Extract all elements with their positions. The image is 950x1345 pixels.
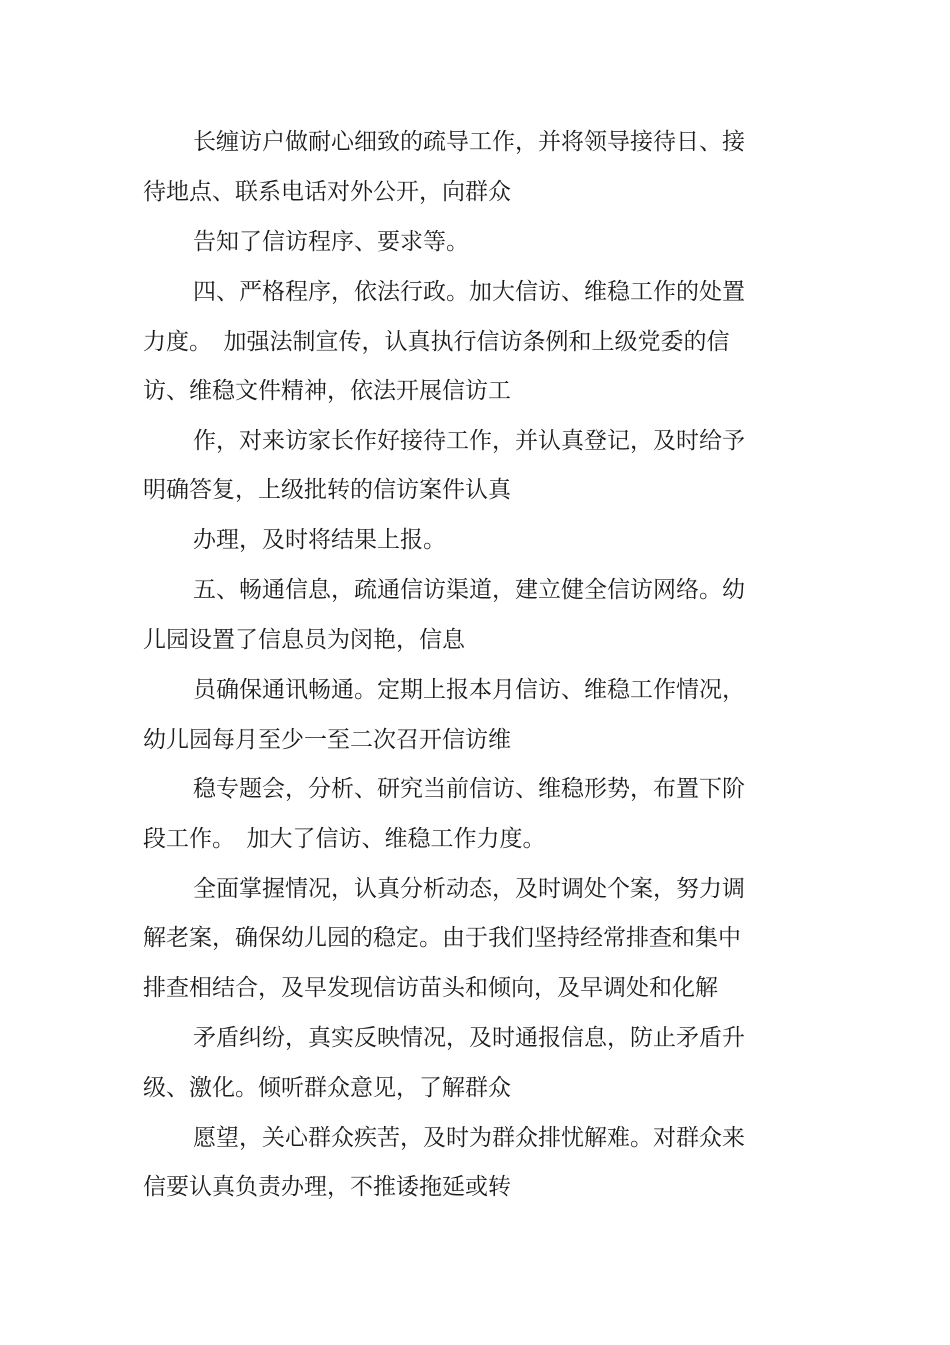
text-line: 信要认真负责办理，不推诿拖延或转: [143, 1174, 511, 1200]
text-line: 明确答复，上级批转的信访案件认真: [143, 477, 511, 503]
text-line: 段工作。 加大了信访、维稳工作力度。: [143, 826, 546, 852]
text-line: 告知了信访程序、要求等。: [193, 229, 469, 255]
text-line: 儿园设置了信息员为闵艳，信息: [143, 627, 465, 653]
text-line: 解老案，确保幼儿园的稳定。由于我们坚持经常排查和集中: [143, 925, 741, 951]
text-line: 全面掌握情况，认真分析动态，及时调处个案，努力调: [193, 876, 745, 902]
text-line: 愿望，关心群众疾苦，及时为群众排忧解难。对群众来: [193, 1125, 745, 1151]
text-line: 力度。 加强法制宣传，认真执行信访条例和上级党委的信: [143, 329, 730, 355]
text-line: 访、维稳文件精神，依法开展信访工: [143, 378, 511, 404]
text-line: 矛盾纠纷，真实反映情况，及时通报信息，防止矛盾升: [193, 1025, 745, 1051]
text-line: 四、严格程序，依法行政。加大信访、维稳工作的处置: [193, 279, 745, 305]
text-line: 待地点、联系电话对外公开，向群众: [143, 179, 511, 205]
text-line: 幼儿园每月至少一至二次召开信访维: [143, 727, 511, 753]
text-line: 办理，及时将结果上报。: [193, 527, 446, 553]
text-line: 员确保通讯畅通。定期上报本月信访、维稳工作情况，: [193, 677, 745, 703]
text-line: 作，对来访家长作好接待工作，并认真登记，及时给予: [193, 428, 745, 454]
text-line: 排查相结合，及早发现信访苗头和倾向，及早调处和化解: [143, 975, 718, 1001]
text-line: 级、激化。倾听群众意见，了解群众: [143, 1075, 511, 1101]
text-line: 稳专题会，分析、研究当前信访、维稳形势，布置下阶: [193, 776, 745, 802]
text-line: 长缠访户做耐心细致的疏导工作，并将领导接待日、接: [193, 129, 745, 155]
text-line: 五、畅通信息，疏通信访渠道，建立健全信访网络。幼: [193, 577, 745, 603]
